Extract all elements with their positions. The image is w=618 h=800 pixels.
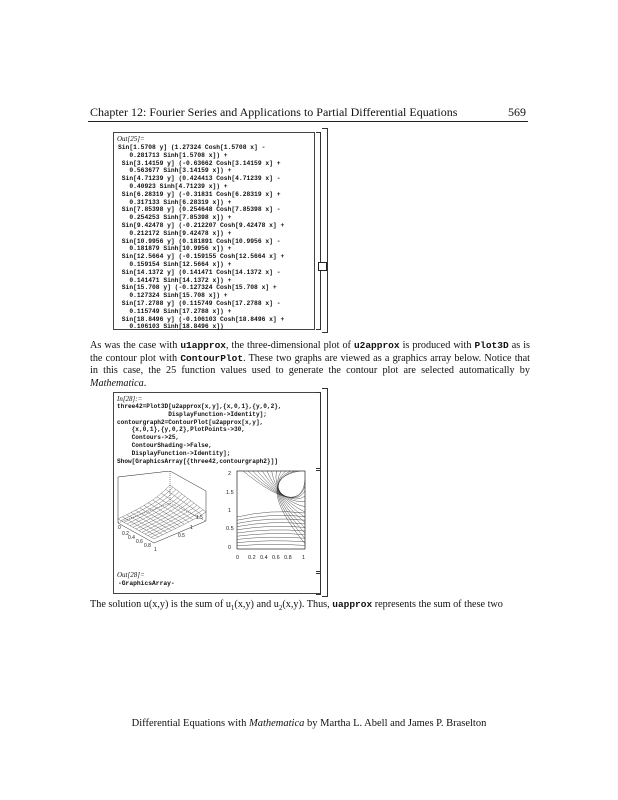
output-cell-25: [113, 132, 315, 330]
cell-group-bracket[interactable]: [322, 128, 328, 333]
y-tick: 0: [228, 545, 232, 551]
code-line: Sin[6.28319 y] (-0.31831 Cosh[6.28319 x] +: [118, 190, 281, 198]
code-line: Contours->25,: [117, 434, 180, 442]
output-cell-bracket[interactable]: [316, 573, 321, 595]
mesh-line: [121, 487, 173, 520]
code-line: Sin[18.8496 y] (-0.106103 Cosh[18.8496 x] +: [118, 315, 285, 323]
y-tick: 1.5: [226, 490, 234, 496]
code-line: 0.563677 Sinh[3.14159 x]) +: [118, 167, 232, 175]
x-tick: 0.8: [144, 543, 151, 549]
y-tick: 0.5: [178, 533, 185, 539]
code-line: 0.106103 Sinh[18.8496 x]): [118, 323, 224, 331]
x-tick: 0.6: [272, 555, 280, 561]
code-line: Sin[15.708 y] (-0.127324 Cosh[15.708 x] +: [118, 284, 277, 292]
y-tick: 2: [228, 471, 232, 477]
cell-label: Out[28]=: [117, 571, 145, 579]
mesh-line: [139, 501, 191, 531]
header-rule: [88, 121, 528, 122]
mesh-line: [166, 489, 202, 514]
code-line: 0.40923 Sinh[4.71239 x]) +: [118, 182, 228, 190]
page-number: 569: [508, 105, 526, 119]
mesh-line: [157, 497, 193, 520]
code-line: 0.281713 Sinh[1.5708 x]) +: [118, 151, 228, 159]
x-tick: 0.4: [128, 535, 135, 541]
output-value: -GraphicsArray-: [118, 580, 175, 587]
x-tick: 0: [118, 525, 121, 531]
code-line: Sin[7.85398 y] (0.254648 Cosh[7.85398 x] -: [118, 206, 281, 214]
x-tick: 0.6: [136, 539, 143, 545]
input-cell-28[interactable]: [113, 392, 321, 594]
paragraph-2: The solution u(x,y) is the sum of $u_1(x,y)$ and $u_2(x,y)$. Thus, uapprox represents the sum of these two: [90, 599, 503, 613]
x-tick: 0.8: [284, 555, 292, 561]
code-line: ContourShading->False,: [117, 441, 213, 449]
code-line: Sin[1.5708 y] (1.27324 Cosh[1.5708 x] -: [118, 144, 266, 151]
x-tick: 0.2: [122, 531, 129, 537]
code-line: {x,0,1},{y,0,2},PlotPoints->30,: [117, 426, 245, 434]
mesh-line: [118, 485, 170, 519]
code-line: 0.115749 Sinh[17.2788 x]) +: [118, 307, 232, 315]
cell-group-bracket[interactable]: [322, 388, 328, 597]
code-line: Sin[4.71239 y] (0.424413 Cosh[4.71239 x] -: [118, 175, 281, 183]
output-expression: [118, 144, 284, 331]
code-line: Sin[12.5664 y] (-0.159155 Cosh[12.5664 x] +: [118, 253, 285, 261]
code-line: Sin[10.9956 y] (0.181891 Cosh[10.9956 x] -: [118, 237, 281, 245]
x-tick: 0.4: [260, 555, 268, 561]
y-tick: 0.5: [226, 526, 234, 532]
input-code[interactable]: [117, 403, 282, 465]
y-tick: 1: [228, 508, 232, 514]
code-line: 0.212172 Sinh[9.42478 x]) +: [118, 229, 232, 237]
code-line: 0.181879 Sinh[10.9956 x]) +: [118, 245, 232, 253]
code-line: 0.254253 Sinh[7.85398 x]) +: [118, 214, 232, 222]
code-line: DisplayFunction->Identity];: [117, 449, 231, 457]
code-line: Sin[17.2788 y] (0.115749 Cosh[17.2788 x] -: [118, 299, 281, 307]
page-footer: Differential Equations with Mathematica by Martha L. Abell and James P. Braselton: [131, 718, 487, 729]
mesh-line: [142, 503, 194, 532]
cell-insertion-marker[interactable]: [318, 262, 327, 271]
code-line: Sin[9.42478 y] (-0.212207 Cosh[9.42478 x] +: [118, 221, 285, 229]
code-line: three42=Plot3D[u2approx[x,y],{x,0,1},{y,0,2},: [117, 403, 282, 410]
cell-bracket[interactable]: [316, 132, 321, 330]
code-line: 0.127324 Sinh[15.708 x]) +: [118, 292, 228, 300]
x-tick: 0.2: [248, 555, 256, 561]
code-line: 0.159154 Sinh[12.5664 x]) +: [118, 260, 232, 268]
x-tick: 1: [302, 555, 306, 561]
x-tick: 1: [154, 547, 157, 553]
code-line: Show[GraphicsArray[{three42,contourgraph2}]]: [117, 457, 278, 465]
x-tick: 0: [236, 555, 240, 561]
code-line: DisplayFunction->Identity];: [117, 410, 267, 418]
y-tick: 1: [190, 525, 193, 531]
code-line: 0.317133 Sinh[6.28319 x]) +: [118, 198, 232, 206]
code-line: Sin[3.14159 y] (-0.63662 Cosh[3.14159 x] +: [118, 159, 281, 167]
contour-plot-graphic: [226, 467, 318, 561]
code-line: Sin[14.1372 y] (0.141471 Cosh[14.1372 x] -: [118, 268, 281, 276]
chapter-title: Chapter 12: Fourier Series and Applications to Partial Differential Equations: [90, 105, 458, 119]
cell-label: Out[25]=: [117, 135, 145, 143]
code-line: contourgraph2=ContourPlot[u2approx[x,y],: [117, 418, 264, 426]
input-cell-bracket[interactable]: [316, 392, 321, 469]
paragraph-1: As was the case with u1approx, the three-dimensional plot of u2approx is produced with Plot3D as is the contour plot with ContourPlot. These two graphs are viewed as a graphics array below. Notice that in this case, the 25 function values used to generate the contour plot are selected automatically by Mathematica.: [90, 340, 531, 389]
code-line: 0.141471 Sinh[14.1372 x]) +: [118, 276, 232, 284]
y-tick: 1.5: [196, 515, 203, 521]
plot3d-graphic: [114, 471, 210, 553]
cell-label: In[28]:=: [117, 395, 143, 403]
graphics-cell-bracket[interactable]: [316, 470, 321, 572]
